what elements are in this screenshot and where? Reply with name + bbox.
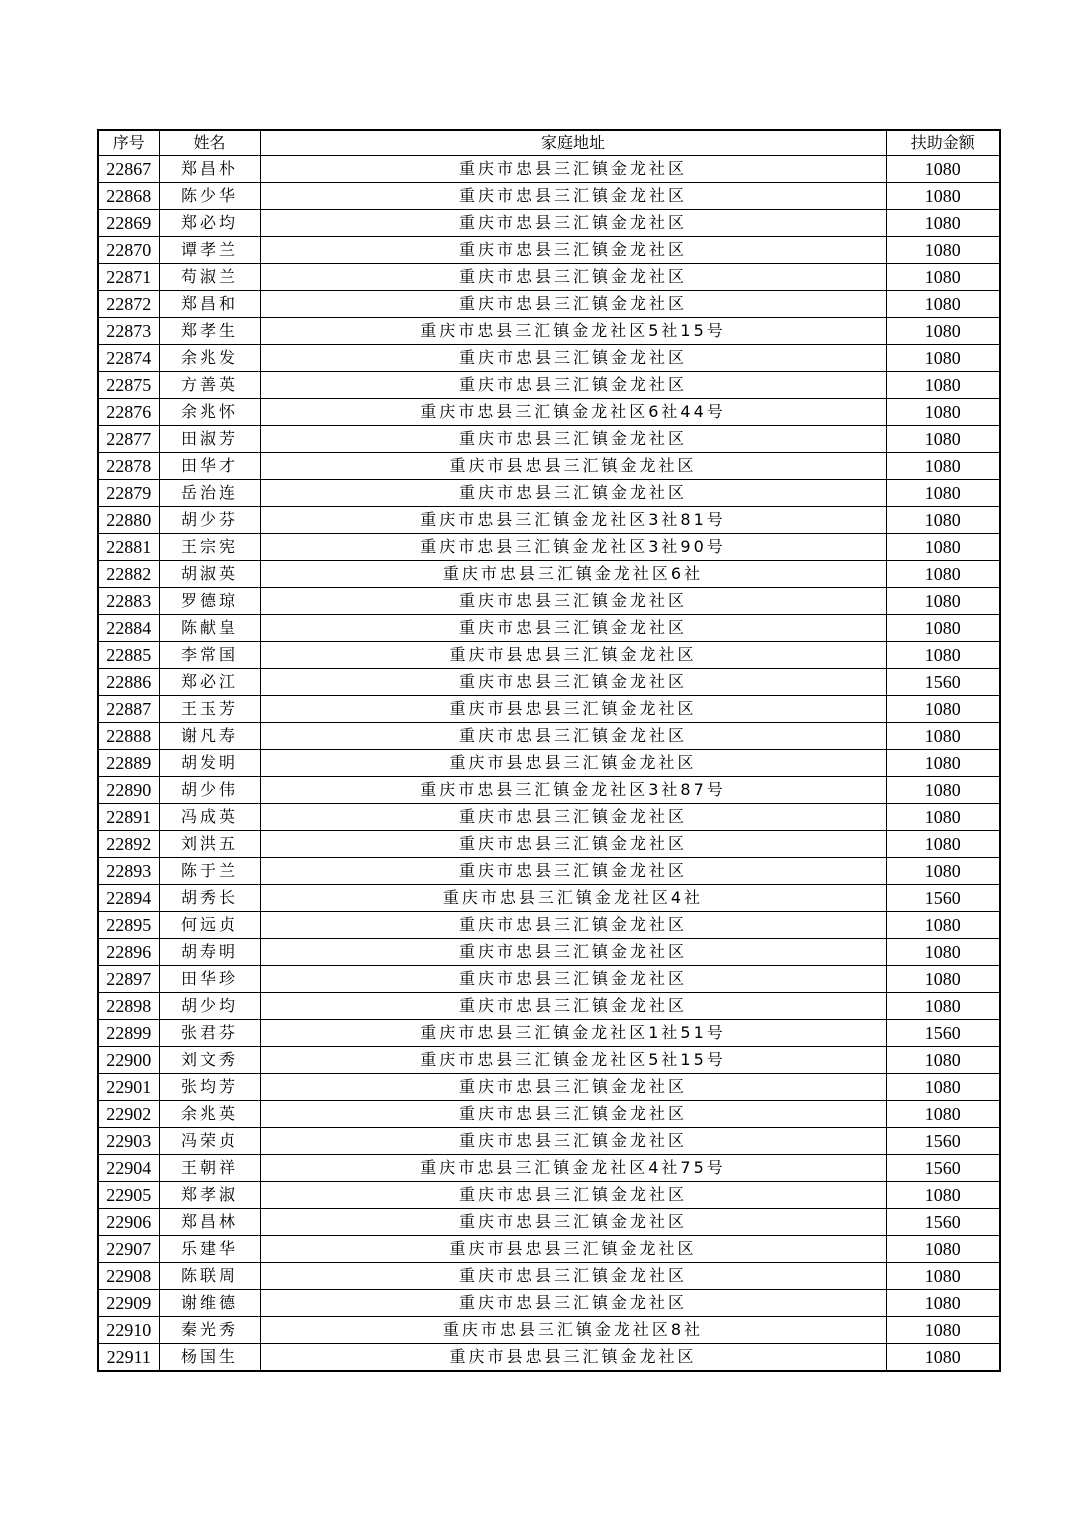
serial-number-cell: 22876 (98, 399, 159, 426)
amount-cell: 1080 (886, 156, 1000, 183)
address-cell: 重庆市忠县三汇镇金龙社区 (260, 1182, 886, 1209)
name-cell: 刘洪五 (159, 831, 260, 858)
table-row (98, 1020, 1000, 1047)
amount-cell: 1080 (886, 1236, 1000, 1263)
name-cell: 杨国生 (159, 1344, 260, 1372)
serial-number-cell: 22867 (98, 156, 159, 183)
name-cell: 李常国 (159, 642, 260, 669)
table-row (98, 831, 1000, 858)
amount-cell: 1080 (886, 912, 1000, 939)
amount-cell: 1080 (886, 507, 1000, 534)
address-cell: 重庆市忠县三汇镇金龙社区 (260, 831, 886, 858)
address-cell: 重庆市忠县三汇镇金龙社区 (260, 966, 886, 993)
table-row (98, 480, 1000, 507)
header-row (98, 130, 1000, 156)
serial-number-cell: 22889 (98, 750, 159, 777)
table-row (98, 507, 1000, 534)
header-name: 姓名 (159, 130, 260, 156)
table-row (98, 534, 1000, 561)
table-row (98, 912, 1000, 939)
amount-cell: 1080 (886, 210, 1000, 237)
amount-cell: 1080 (886, 1101, 1000, 1128)
name-cell: 郑昌朴 (159, 156, 260, 183)
table-row (98, 1290, 1000, 1317)
address-cell: 重庆市县忠县三汇镇金龙社区 (260, 1344, 886, 1372)
serial-number-cell: 22887 (98, 696, 159, 723)
serial-number-cell: 22894 (98, 885, 159, 912)
name-cell: 胡秀长 (159, 885, 260, 912)
name-cell: 陈于兰 (159, 858, 260, 885)
table-row (98, 777, 1000, 804)
amount-cell: 1080 (886, 237, 1000, 264)
amount-cell: 1080 (886, 1182, 1000, 1209)
name-cell: 胡发明 (159, 750, 260, 777)
amount-cell: 1080 (886, 426, 1000, 453)
serial-number-cell: 22882 (98, 561, 159, 588)
name-cell: 胡少伟 (159, 777, 260, 804)
amount-cell: 1080 (886, 858, 1000, 885)
assistance-table (97, 129, 1001, 1372)
serial-number-cell: 22903 (98, 1128, 159, 1155)
address-cell: 重庆市忠县三汇镇金龙社区 (260, 426, 886, 453)
address-cell: 重庆市忠县三汇镇金龙社区 (260, 912, 886, 939)
address-cell: 重庆市忠县三汇镇金龙社区 (260, 1263, 886, 1290)
address-cell: 重庆市忠县三汇镇金龙社区 (260, 1209, 886, 1236)
table-row (98, 1101, 1000, 1128)
address-cell: 重庆市忠县三汇镇金龙社区 (260, 804, 886, 831)
address-cell: 重庆市忠县三汇镇金龙社区 (260, 372, 886, 399)
amount-cell: 1560 (886, 1155, 1000, 1182)
serial-number-cell: 22899 (98, 1020, 159, 1047)
address-cell: 重庆市县忠县三汇镇金龙社区 (260, 750, 886, 777)
serial-number-cell: 22905 (98, 1182, 159, 1209)
name-cell: 郑昌林 (159, 1209, 260, 1236)
serial-number-cell: 22877 (98, 426, 159, 453)
serial-number-cell: 22869 (98, 210, 159, 237)
table-row (98, 372, 1000, 399)
serial-number-cell: 22895 (98, 912, 159, 939)
table-row (98, 885, 1000, 912)
address-cell: 重庆市忠县三汇镇金龙社区 (260, 1074, 886, 1101)
table-row (98, 1074, 1000, 1101)
address-cell: 重庆市忠县三汇镇金龙社区5社15号 (260, 1047, 886, 1074)
address-cell: 重庆市忠县三汇镇金龙社区 (260, 237, 886, 264)
table-row (98, 858, 1000, 885)
name-cell: 王朝祥 (159, 1155, 260, 1182)
name-cell: 胡寿明 (159, 939, 260, 966)
amount-cell: 1080 (886, 615, 1000, 642)
name-cell: 郑必江 (159, 669, 260, 696)
name-cell: 田华珍 (159, 966, 260, 993)
header-home-address: 家庭地址 (260, 130, 886, 156)
table-body (98, 156, 1000, 1372)
table-row (98, 399, 1000, 426)
amount-cell: 1080 (886, 993, 1000, 1020)
table-row (98, 453, 1000, 480)
table-row (98, 561, 1000, 588)
name-cell: 秦光秀 (159, 1317, 260, 1344)
table-row (98, 642, 1000, 669)
serial-number-cell: 22870 (98, 237, 159, 264)
name-cell: 刘文秀 (159, 1047, 260, 1074)
table-row (98, 1128, 1000, 1155)
amount-cell: 1080 (886, 939, 1000, 966)
name-cell: 王宗宪 (159, 534, 260, 561)
amount-cell: 1080 (886, 318, 1000, 345)
table-row (98, 615, 1000, 642)
amount-cell: 1080 (886, 723, 1000, 750)
table-row (98, 1263, 1000, 1290)
amount-cell: 1080 (886, 1074, 1000, 1101)
table-row (98, 1209, 1000, 1236)
table-row (98, 1344, 1000, 1372)
name-cell: 冯成英 (159, 804, 260, 831)
serial-number-cell: 22896 (98, 939, 159, 966)
name-cell: 田华才 (159, 453, 260, 480)
name-cell: 方善英 (159, 372, 260, 399)
name-cell: 谭孝兰 (159, 237, 260, 264)
serial-number-cell: 22873 (98, 318, 159, 345)
serial-number-cell: 22907 (98, 1236, 159, 1263)
amount-cell: 1080 (886, 183, 1000, 210)
address-cell: 重庆市县忠县三汇镇金龙社区 (260, 696, 886, 723)
name-cell: 何远贞 (159, 912, 260, 939)
amount-cell: 1080 (886, 1047, 1000, 1074)
name-cell: 乐建华 (159, 1236, 260, 1263)
amount-cell: 1080 (886, 777, 1000, 804)
amount-cell: 1080 (886, 750, 1000, 777)
address-cell: 重庆市忠县三汇镇金龙社区 (260, 615, 886, 642)
name-cell: 余兆发 (159, 345, 260, 372)
name-cell: 郑昌和 (159, 291, 260, 318)
serial-number-cell: 22904 (98, 1155, 159, 1182)
amount-cell: 1080 (886, 561, 1000, 588)
amount-cell: 1560 (886, 1020, 1000, 1047)
amount-cell: 1080 (886, 264, 1000, 291)
serial-number-cell: 22884 (98, 615, 159, 642)
table-row (98, 156, 1000, 183)
amount-cell: 1080 (886, 642, 1000, 669)
table-row (98, 318, 1000, 345)
amount-cell: 1080 (886, 1290, 1000, 1317)
address-cell: 重庆市县忠县三汇镇金龙社区 (260, 1236, 886, 1263)
table-row (98, 1182, 1000, 1209)
address-cell: 重庆市忠县三汇镇金龙社区 (260, 939, 886, 966)
table-row (98, 669, 1000, 696)
serial-number-cell: 22910 (98, 1317, 159, 1344)
table-row (98, 804, 1000, 831)
address-cell: 重庆市县忠县三汇镇金龙社区 (260, 453, 886, 480)
serial-number-cell: 22902 (98, 1101, 159, 1128)
amount-cell: 1080 (886, 804, 1000, 831)
table-row (98, 183, 1000, 210)
name-cell: 郑孝生 (159, 318, 260, 345)
serial-number-cell: 22880 (98, 507, 159, 534)
name-cell: 郑必均 (159, 210, 260, 237)
address-cell: 重庆市忠县三汇镇金龙社区6社 (260, 561, 886, 588)
serial-number-cell: 22909 (98, 1290, 159, 1317)
serial-number-cell: 22901 (98, 1074, 159, 1101)
address-cell: 重庆市忠县三汇镇金龙社区 (260, 1290, 886, 1317)
amount-cell: 1080 (886, 480, 1000, 507)
serial-number-cell: 22893 (98, 858, 159, 885)
amount-cell: 1560 (886, 1128, 1000, 1155)
address-cell: 重庆市忠县三汇镇金龙社区 (260, 858, 886, 885)
address-cell: 重庆市忠县三汇镇金龙社区1社51号 (260, 1020, 886, 1047)
name-cell: 胡淑英 (159, 561, 260, 588)
name-cell: 苟淑兰 (159, 264, 260, 291)
address-cell: 重庆市忠县三汇镇金龙社区 (260, 993, 886, 1020)
address-cell: 重庆市忠县三汇镇金龙社区 (260, 1101, 886, 1128)
amount-cell: 1080 (886, 966, 1000, 993)
table-row (98, 426, 1000, 453)
amount-cell: 1560 (886, 669, 1000, 696)
name-cell: 张均芳 (159, 1074, 260, 1101)
address-cell: 重庆市忠县三汇镇金龙社区3社90号 (260, 534, 886, 561)
serial-number-cell: 22874 (98, 345, 159, 372)
table-row (98, 1047, 1000, 1074)
table-row (98, 345, 1000, 372)
amount-cell: 1080 (886, 372, 1000, 399)
table-header (98, 130, 1000, 156)
serial-number-cell: 22881 (98, 534, 159, 561)
serial-number-cell: 22898 (98, 993, 159, 1020)
table-row (98, 939, 1000, 966)
address-cell: 重庆市忠县三汇镇金龙社区8社 (260, 1317, 886, 1344)
name-cell: 胡少均 (159, 993, 260, 1020)
address-cell: 重庆市忠县三汇镇金龙社区3社87号 (260, 777, 886, 804)
address-cell: 重庆市忠县三汇镇金龙社区 (260, 183, 886, 210)
serial-number-cell: 22879 (98, 480, 159, 507)
address-cell: 重庆市忠县三汇镇金龙社区 (260, 210, 886, 237)
serial-number-cell: 22900 (98, 1047, 159, 1074)
amount-cell: 1080 (886, 291, 1000, 318)
table-row (98, 1317, 1000, 1344)
address-cell: 重庆市忠县三汇镇金龙社区4社 (260, 885, 886, 912)
address-cell: 重庆市忠县三汇镇金龙社区6社44号 (260, 399, 886, 426)
address-cell: 重庆市忠县三汇镇金龙社区 (260, 264, 886, 291)
serial-number-cell: 22875 (98, 372, 159, 399)
name-cell: 胡少芬 (159, 507, 260, 534)
name-cell: 田淑芳 (159, 426, 260, 453)
address-cell: 重庆市忠县三汇镇金龙社区 (260, 345, 886, 372)
name-cell: 罗德琼 (159, 588, 260, 615)
table-row (98, 696, 1000, 723)
serial-number-cell: 22911 (98, 1344, 159, 1372)
name-cell: 岳治连 (159, 480, 260, 507)
amount-cell: 1080 (886, 1317, 1000, 1344)
name-cell: 王玉芳 (159, 696, 260, 723)
amount-cell: 1560 (886, 885, 1000, 912)
address-cell: 重庆市忠县三汇镇金龙社区 (260, 156, 886, 183)
address-cell: 重庆市忠县三汇镇金龙社区 (260, 723, 886, 750)
address-cell: 重庆市忠县三汇镇金龙社区4社75号 (260, 1155, 886, 1182)
address-cell: 重庆市忠县三汇镇金龙社区5社15号 (260, 318, 886, 345)
amount-cell: 1560 (886, 1209, 1000, 1236)
table-row (98, 264, 1000, 291)
name-cell: 冯荣贞 (159, 1128, 260, 1155)
serial-number-cell: 22872 (98, 291, 159, 318)
name-cell: 谢凡寿 (159, 723, 260, 750)
serial-number-cell: 22897 (98, 966, 159, 993)
table-row (98, 237, 1000, 264)
serial-number-cell: 22878 (98, 453, 159, 480)
header-serial-number: 序号 (98, 130, 159, 156)
table-row (98, 750, 1000, 777)
serial-number-cell: 22891 (98, 804, 159, 831)
amount-cell: 1080 (886, 399, 1000, 426)
amount-cell: 1080 (886, 534, 1000, 561)
amount-cell: 1080 (886, 696, 1000, 723)
serial-number-cell: 22890 (98, 777, 159, 804)
address-cell: 重庆市县忠县三汇镇金龙社区 (260, 642, 886, 669)
amount-cell: 1080 (886, 831, 1000, 858)
serial-number-cell: 22908 (98, 1263, 159, 1290)
table-row (98, 588, 1000, 615)
serial-number-cell: 22885 (98, 642, 159, 669)
serial-number-cell: 22892 (98, 831, 159, 858)
name-cell: 郑孝淑 (159, 1182, 260, 1209)
amount-cell: 1080 (886, 1263, 1000, 1290)
name-cell: 陈少华 (159, 183, 260, 210)
name-cell: 陈献皇 (159, 615, 260, 642)
address-cell: 重庆市忠县三汇镇金龙社区 (260, 291, 886, 318)
table-row (98, 723, 1000, 750)
serial-number-cell: 22883 (98, 588, 159, 615)
name-cell: 谢维德 (159, 1290, 260, 1317)
table-row (98, 1236, 1000, 1263)
name-cell: 张君芬 (159, 1020, 260, 1047)
address-cell: 重庆市忠县三汇镇金龙社区 (260, 480, 886, 507)
address-cell: 重庆市忠县三汇镇金龙社区 (260, 669, 886, 696)
amount-cell: 1080 (886, 453, 1000, 480)
serial-number-cell: 22871 (98, 264, 159, 291)
serial-number-cell: 22868 (98, 183, 159, 210)
name-cell: 余兆怀 (159, 399, 260, 426)
table-row (98, 966, 1000, 993)
serial-number-cell: 22888 (98, 723, 159, 750)
table-row (98, 291, 1000, 318)
serial-number-cell: 22886 (98, 669, 159, 696)
address-cell: 重庆市忠县三汇镇金龙社区 (260, 588, 886, 615)
serial-number-cell: 22906 (98, 1209, 159, 1236)
table-row (98, 993, 1000, 1020)
amount-cell: 1080 (886, 588, 1000, 615)
amount-cell: 1080 (886, 345, 1000, 372)
header-assistance-amount: 扶助金额 (886, 130, 1000, 156)
name-cell: 陈联周 (159, 1263, 260, 1290)
address-cell: 重庆市忠县三汇镇金龙社区 (260, 1128, 886, 1155)
name-cell: 余兆英 (159, 1101, 260, 1128)
table-row (98, 210, 1000, 237)
amount-cell: 1080 (886, 1344, 1000, 1372)
table-row (98, 1155, 1000, 1182)
address-cell: 重庆市忠县三汇镇金龙社区3社81号 (260, 507, 886, 534)
